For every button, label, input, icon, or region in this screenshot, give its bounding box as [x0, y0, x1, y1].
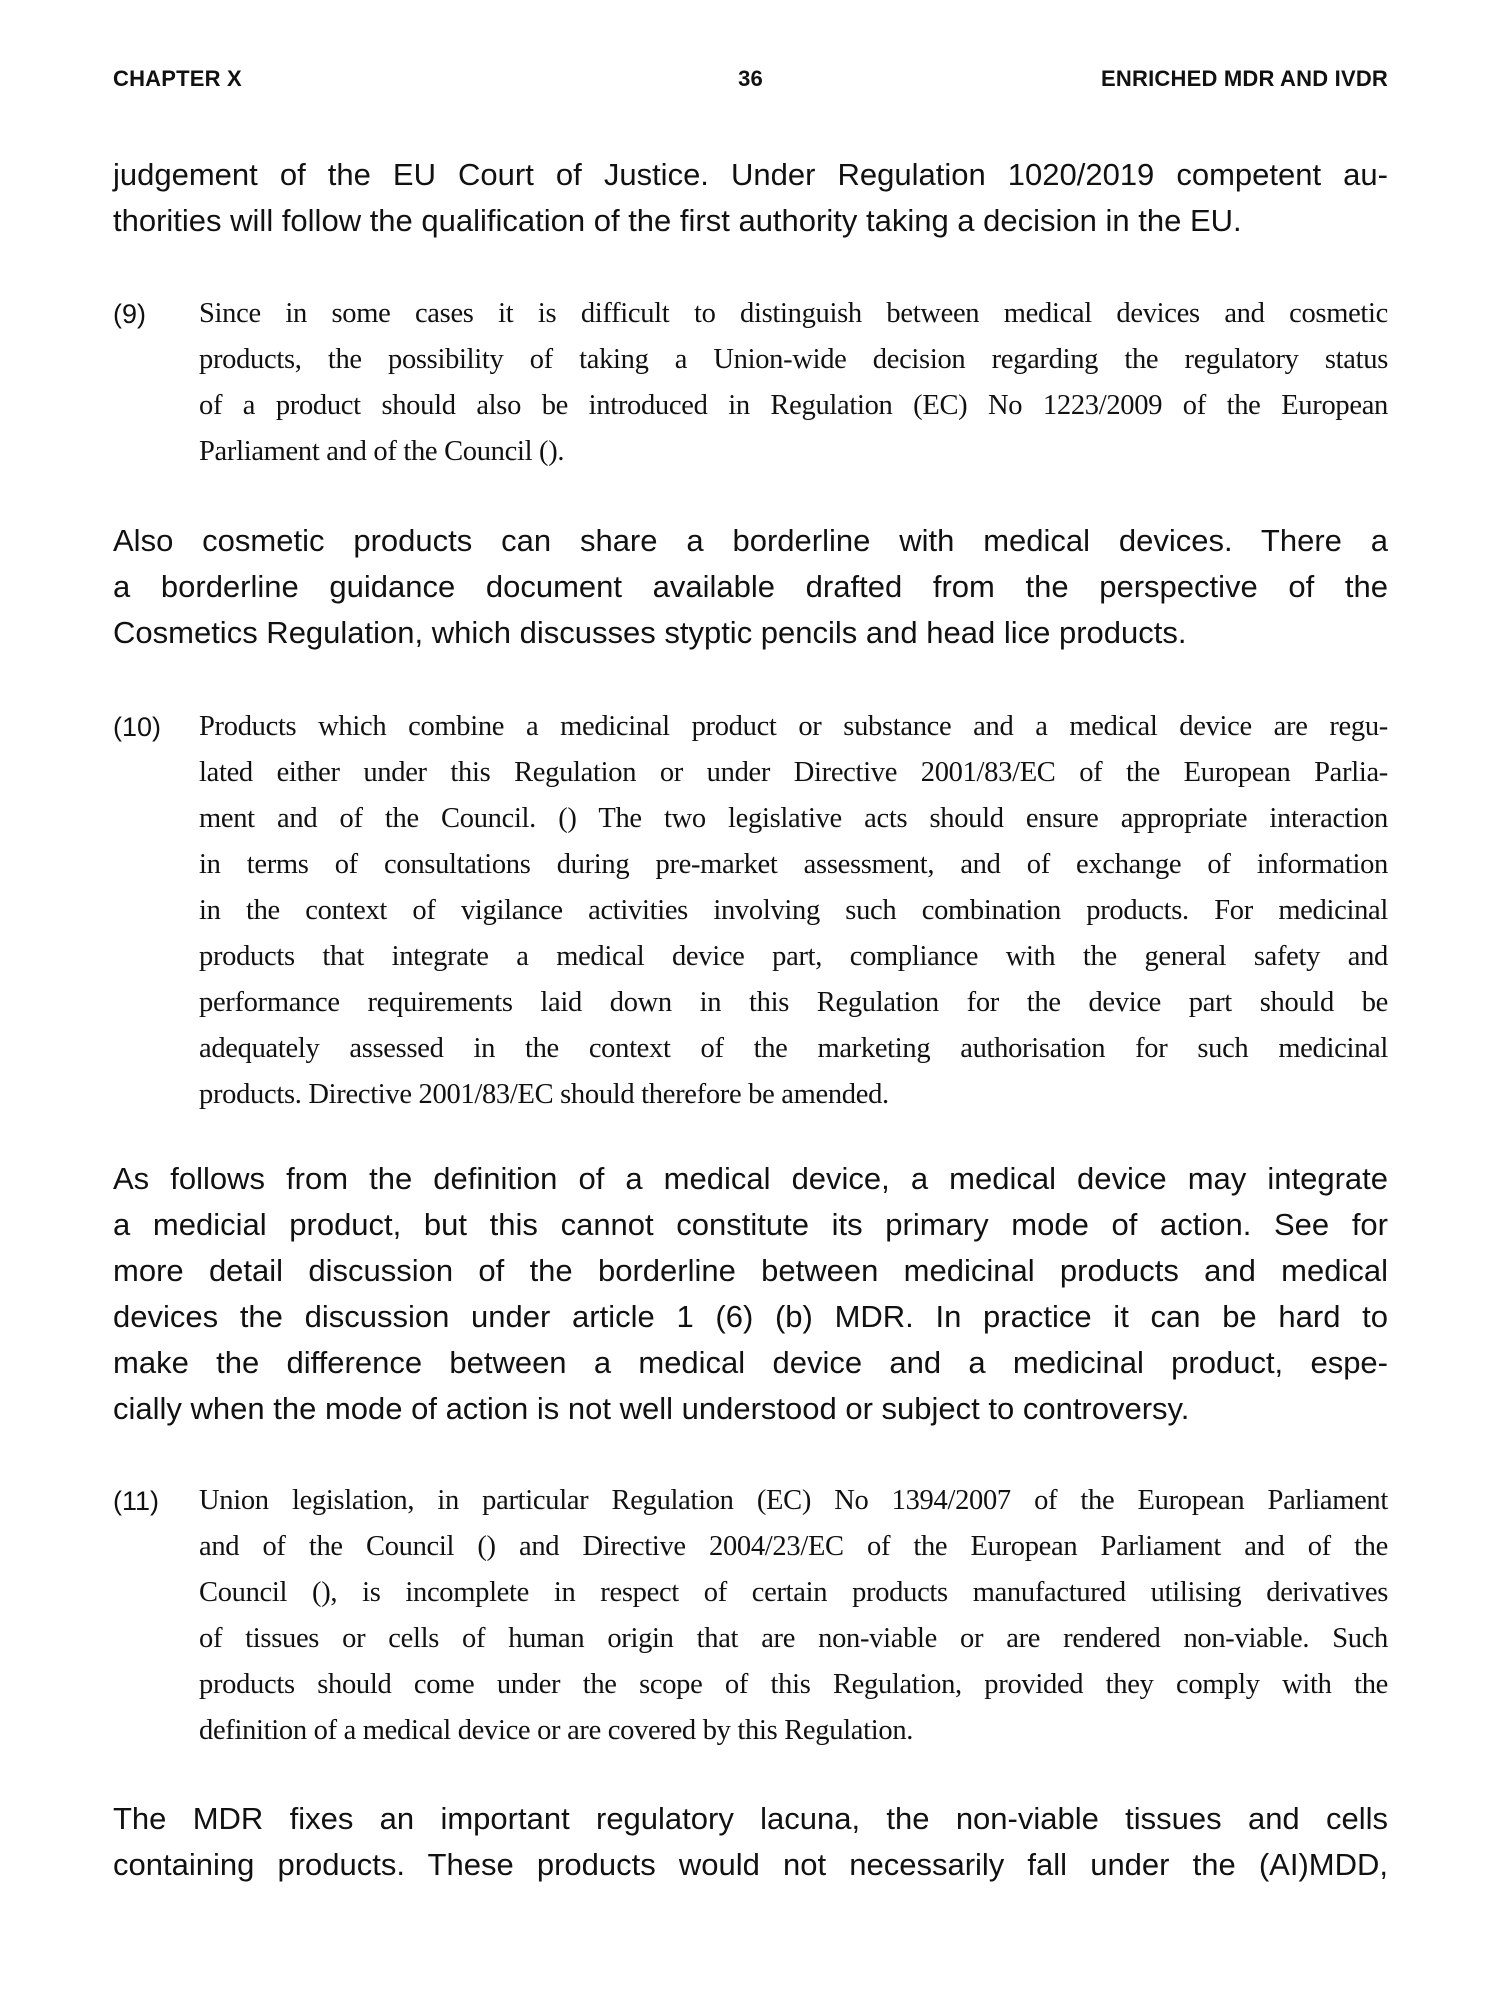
text-line: Cosmetics Regulation, which discusses styptic pencils and head lice products.	[113, 615, 1187, 650]
text-line: of a product should also be introduced in Regulation (EC) No 1223/2009 of the European	[199, 390, 1388, 421]
page-number: 36	[738, 66, 763, 91]
text-line: products, the possibility of taking a Union-wide decision regarding the regulatory status	[199, 344, 1388, 375]
recital-number: (11)	[113, 1486, 160, 1516]
text-line: make the difference between a medical device and a medicinal product, espe-	[113, 1345, 1388, 1380]
text-line: devices the discussion under article 1 (6) (b) MDR. In practice it can be hard to	[113, 1299, 1388, 1334]
recital-9	[113, 291, 1388, 475]
text-line: lated either under this Regulation or under Directive 2001/83/EC of the European Parlia-	[199, 757, 1388, 788]
text-line: products that integrate a medical device part, compliance with the general safety and	[199, 941, 1388, 972]
recital-number: (9)	[113, 299, 146, 329]
text-line: a medicial product, but this cannot constitute its primary mode of action. See for	[113, 1207, 1388, 1242]
text-line: more detail discussion of the borderline between medicinal products and medical	[113, 1253, 1388, 1288]
commentary-paragraph	[113, 518, 1388, 656]
book-title: ENRICHED MDR AND IVDR	[1101, 66, 1388, 91]
text-line: Union legislation, in particular Regulation (EC) No 1394/2007 of the European Parliament	[199, 1485, 1388, 1516]
commentary-paragraph	[113, 1796, 1388, 1888]
text-line: and of the Council () and Directive 2004/23/EC of the European Parliament and of the	[199, 1531, 1388, 1562]
text-line: The MDR fixes an important regulatory lacuna, the non-viable tissues and cells	[113, 1801, 1388, 1836]
text-line: products should come under the scope of this Regulation, provided they comply with the	[199, 1669, 1388, 1700]
commentary-paragraph	[113, 152, 1388, 244]
text-line: As follows from the definition of a medical device, a medical device may integrate	[113, 1161, 1388, 1196]
recital-text	[199, 704, 1388, 1118]
text-line: definition of a medical device or are covered by this Regulation.	[199, 1715, 914, 1746]
recital-text	[199, 1478, 1388, 1754]
text-line: a borderline guidance document available drafted from the perspective of the	[113, 569, 1388, 604]
text-line: Products which combine a medicinal product or substance and a medical device are regu-	[199, 711, 1388, 742]
text-line: Parliament and of the Council ().	[199, 436, 565, 467]
page-header	[113, 66, 1388, 96]
text-line: thorities will follow the qualification of the first authority taking a decision in the EU.	[113, 203, 1242, 238]
recital-text	[199, 291, 1388, 475]
text-line: Also cosmetic products can share a borderline with medical devices. There a	[113, 523, 1388, 558]
recital-10	[113, 704, 1388, 1118]
text-line: performance requirements laid down in this Regulation for the device part should be	[199, 987, 1388, 1018]
recital-number: (10)	[113, 712, 162, 742]
text-line: in the context of vigilance activities involving such combination products. For medicinal	[199, 895, 1388, 926]
text-line: Council (), is incomplete in respect of certain products manufactured utilising derivatives	[199, 1577, 1388, 1608]
text-line: ment and of the Council. () The two legislative acts should ensure appropriate interaction	[199, 803, 1388, 834]
text-line: cially when the mode of action is not well understood or subject to controversy.	[113, 1391, 1190, 1426]
commentary-paragraph	[113, 1156, 1388, 1432]
text-line: judgement of the EU Court of Justice. Under Regulation 1020/2019 competent au-	[113, 157, 1388, 192]
recital-11	[113, 1478, 1388, 1754]
text-line: adequately assessed in the context of the marketing authorisation for such medicinal	[199, 1033, 1388, 1064]
text-line: containing products. These products would not necessarily fall under the (AI)MDD,	[113, 1847, 1388, 1882]
text-line: of tissues or cells of human origin that are non-viable or are rendered non-viable. Such	[199, 1623, 1388, 1654]
text-line: Since in some cases it is difficult to distinguish between medical devices and cosmetic	[199, 298, 1388, 329]
text-line: in terms of consultations during pre-market assessment, and of exchange of information	[199, 849, 1388, 880]
chapter-label: CHAPTER X	[113, 66, 242, 91]
text-line: products. Directive 2001/83/EC should therefore be amended.	[199, 1079, 889, 1110]
